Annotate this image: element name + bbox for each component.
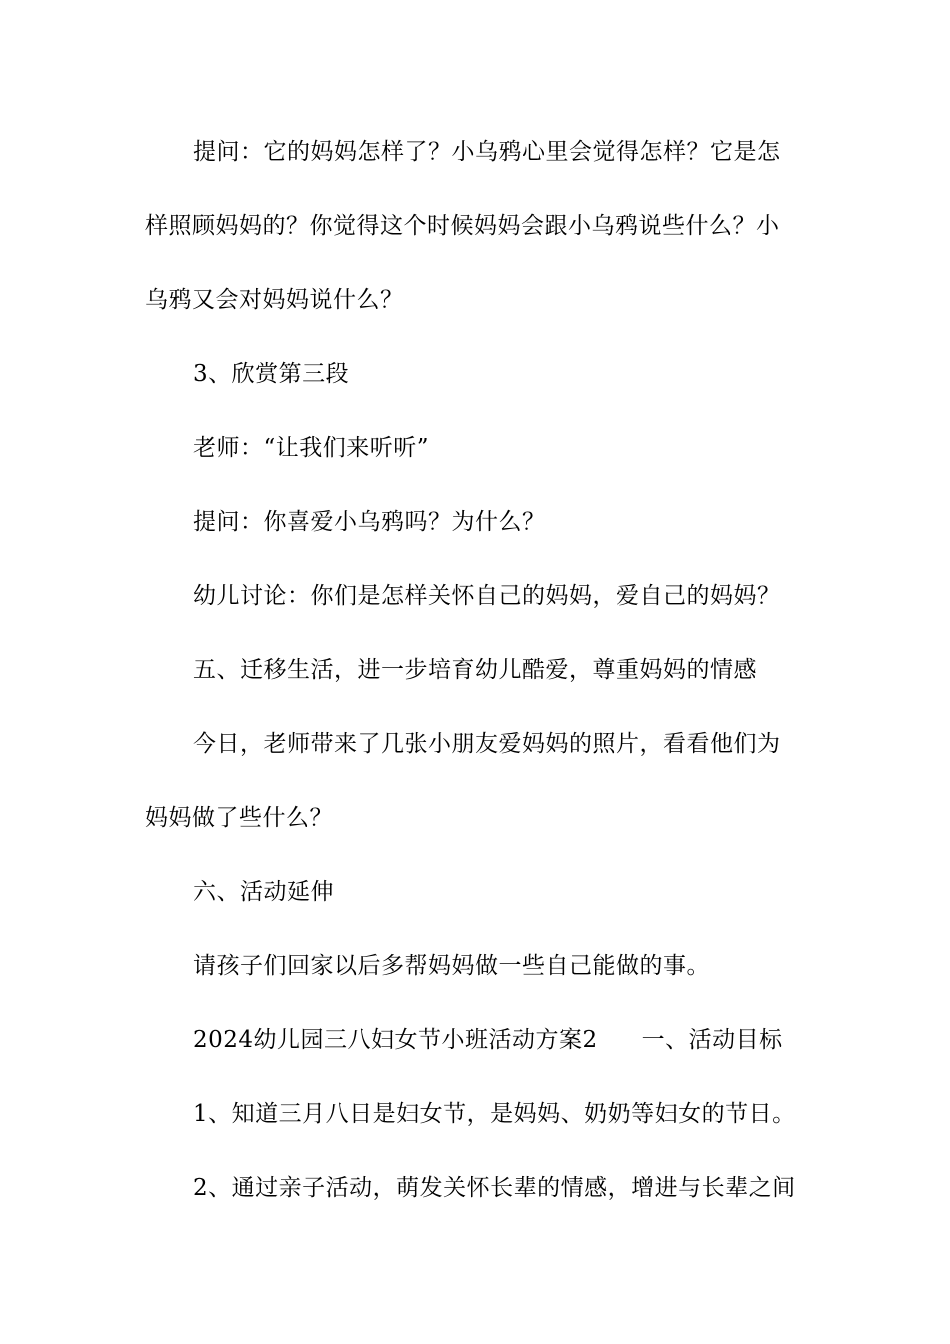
paragraph-line: 请孩子们回家以后多帮妈妈做一些自己能做的事。 — [193, 953, 710, 979]
document-title-line — [0, 1024, 950, 1056]
section-heading: 3、欣赏第三段 — [193, 361, 350, 387]
paragraph-line: 2、通过亲子活动，萌发关怀长辈的情感，增进与长辈之间 — [193, 1175, 796, 1201]
paragraph-line: 今日，老师带来了几张小朋友爱妈妈的照片，看看他们为 — [193, 731, 781, 757]
section-heading: 五、迁移生活，进一步培育幼儿酷爱，尊重妈妈的情感 — [193, 657, 757, 683]
paragraph-line: 幼儿讨论：你们是怎样关怀自己的妈妈，爱自己的妈妈？ — [193, 583, 781, 609]
paragraph-line: 提问：它的妈妈怎样了？小乌鸦心里会觉得怎样？它是怎 — [193, 139, 781, 165]
paragraph-line: 1、知道三月八日是妇女节，是妈妈、奶奶等妇女的节日。 — [193, 1101, 796, 1127]
section-heading: 一、活动目标 — [641, 1027, 783, 1053]
paragraph-line: 老师：“让我们来听听” — [193, 435, 430, 461]
paragraph-line: 提问：你喜爱小乌鸦吗？为什么？ — [193, 509, 546, 535]
section-heading: 六、活动延伸 — [193, 879, 334, 905]
paragraph-line: 样照顾妈妈的？你觉得这个时候妈妈会跟小乌鸦说些什么？小 — [145, 213, 780, 239]
paragraph-line: 乌鸦又会对妈妈说什么？ — [145, 287, 404, 313]
paragraph-line: 妈妈做了些什么？ — [145, 805, 333, 831]
document-title: 2024幼儿园三八妇女节小班活动方案2 — [193, 1027, 598, 1053]
